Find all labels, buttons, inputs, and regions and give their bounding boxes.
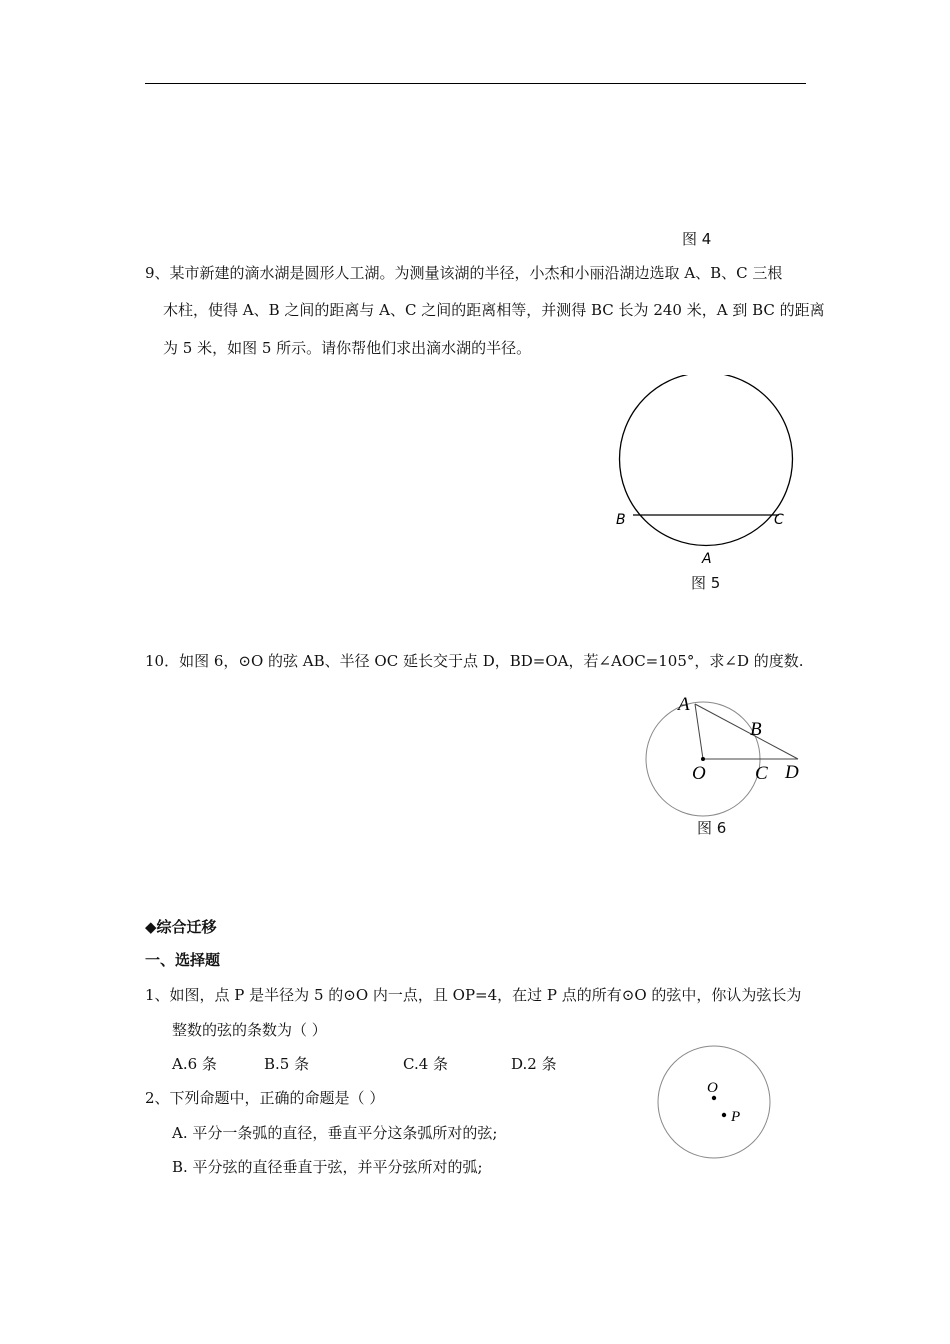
fig6-label-d: D [785, 762, 799, 783]
fig6-label-b: B [750, 719, 762, 740]
fig6-center-dot [701, 757, 705, 761]
fig5-caption: 图 5 [691, 574, 721, 592]
figure-5 [600, 375, 820, 575]
fig5-circle [620, 375, 793, 546]
q1-option-a: A.6 条 [172, 1055, 217, 1073]
q1-circle [658, 1046, 770, 1158]
q1-label-p: P [731, 1109, 741, 1125]
q1-figure [650, 1040, 780, 1165]
fig6-caption: 图 6 [697, 819, 727, 837]
header-rule [145, 83, 806, 84]
q9-line1: 9、某市新建的滴水湖是圆形人工湖。为测量该湖的半径，小杰和小丽沿湖边选取 A、B、C 三根 [145, 264, 783, 282]
q9-line2: 木柱，使得 A、B 之间的距离与 A、C 之间的距离相等，并测得 BC 长为 240 米，A 到 BC 的距离 [163, 301, 825, 319]
fig6-line-ad [695, 704, 798, 759]
section-subheading: 一、选择题 [145, 951, 221, 969]
fig5-label-c: C [774, 512, 784, 528]
q1-line1: 1、如图，点 P 是半径为 5 的⊙O 内一点，且 OP=4，在过 P 点的所有⊙O 的弦中，你认为弦长为 [145, 986, 802, 1004]
fig6-radius-oa [695, 704, 703, 759]
q10-text: 10．如图 6，⊙O 的弦 AB、半径 OC 延长交于点 D，BD=OA，若∠AOC=105°，求∠D 的度数. [145, 652, 804, 670]
q1-line2: 整数的弦的条数为（ ） [172, 1021, 327, 1039]
fig5-label-b: B [616, 512, 626, 528]
fig5-label-a: A [702, 551, 712, 567]
fig6-label-a: A [678, 694, 690, 715]
fig4-caption: 图 4 [682, 230, 712, 248]
q1-point-o [712, 1096, 716, 1100]
figure-6 [640, 688, 820, 818]
q1-option-b: B.5 条 [264, 1055, 310, 1073]
q1-option-d: D.2 条 [511, 1055, 557, 1073]
q1-option-c: C.4 条 [403, 1055, 449, 1073]
fig6-label-o: O [692, 763, 706, 784]
fig6-label-c: C [755, 763, 768, 784]
q2-option-a: A. 平分一条弧的直径，垂直平分这条弧所对的弦; [172, 1124, 498, 1142]
q1-point-p [722, 1113, 726, 1117]
q9-line3: 为 5 米，如图 5 所示。请你帮他们求出滴水湖的半径。 [163, 339, 532, 357]
section-heading: ◆综合迁移 [145, 918, 217, 936]
q2-stem: 2、下列命题中，正确的命题是（ ） [145, 1089, 385, 1107]
q2-option-b: B. 平分弦的直径垂直于弦，并平分弦所对的弧; [172, 1158, 483, 1176]
q1-label-o: O [707, 1080, 718, 1096]
